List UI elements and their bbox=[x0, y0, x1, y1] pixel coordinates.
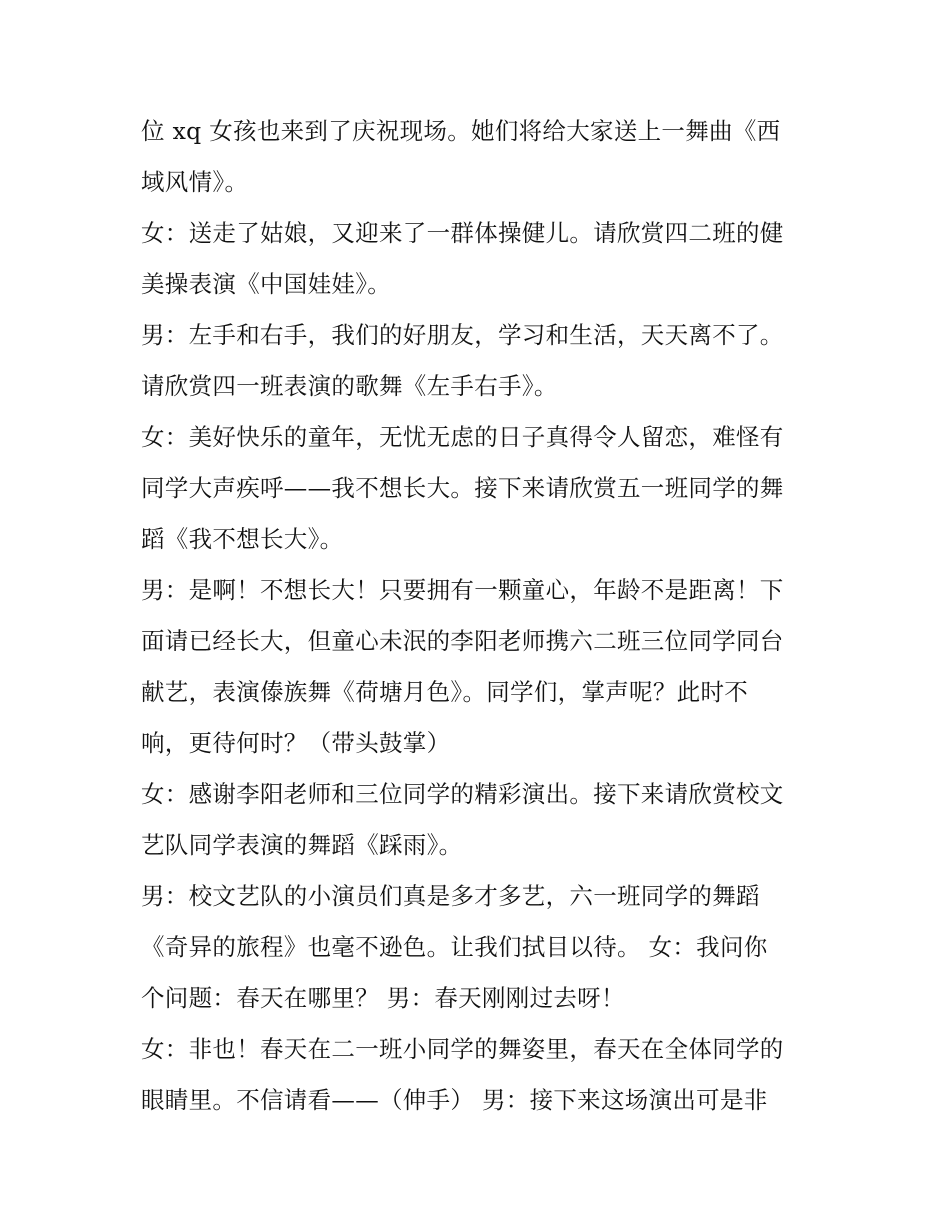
text-line-17: 《奇异的旅程》也毫不逊色。让我们拭目以待。 女：我问你 bbox=[141, 933, 768, 961]
document-body bbox=[141, 106, 821, 1126]
text-line-11: 面请已经长大，但童心未泯的李阳老师携六二班三位同学同台 bbox=[141, 627, 784, 655]
text-line-13: 响，更待何时？（带头鼓掌） bbox=[141, 729, 451, 757]
text-line-6: 请欣赏四一班表演的歌舞《左手右手》。 bbox=[141, 372, 558, 400]
text-line-12: 献艺，表演傣族舞《荷塘月色》。同学们，掌声呢？此时不 bbox=[141, 678, 749, 706]
text-line-20: 眼睛里。不信请看——（伸手） 男：接下来这场演出可是非 bbox=[141, 1086, 768, 1114]
text-line-3: 女：送走了姑娘，又迎来了一群体操健儿。请欣赏四二班的健 bbox=[141, 219, 784, 247]
text-line-16: 男：校文艺队的小演员们真是多才多艺，六一班同学的舞蹈 bbox=[141, 882, 760, 910]
text-line-15: 艺队同学表演的舞蹈《踩雨》。 bbox=[141, 831, 463, 859]
text-line-18: 个问题：春天在哪里？ 男：春天刚刚过去呀！ bbox=[141, 984, 625, 1012]
text-line-1: 位 xq 女孩也来到了庆祝现场。她们将给大家送上一舞曲《西 bbox=[141, 117, 781, 145]
text-line-4: 美操表演《中国娃娃》。 bbox=[141, 270, 392, 298]
text-line-5: 男：左手和右手，我们的好朋友，学习和生活，天天离不了。 bbox=[141, 321, 784, 349]
text-line-2: 域风情》。 bbox=[141, 168, 249, 196]
text-line-10: 男：是啊！不想长大！只要拥有一颗童心，年龄不是距离！下 bbox=[141, 576, 784, 604]
text-line-9: 蹈《我不想长大》。 bbox=[141, 525, 344, 553]
text-line-8: 同学大声疾呼——我不想长大。接下来请欣赏五一班同学的舞 bbox=[141, 474, 784, 502]
text-line-19: 女：非也！春天在二一班小同学的舞姿里，春天在全体同学的 bbox=[141, 1035, 784, 1063]
text-line-7: 女：美好快乐的童年，无忧无虑的日子真得令人留恋，难怪有 bbox=[141, 423, 784, 451]
text-line-14: 女：感谢李阳老师和三位同学的精彩演出。接下来请欣赏校文 bbox=[141, 780, 784, 808]
